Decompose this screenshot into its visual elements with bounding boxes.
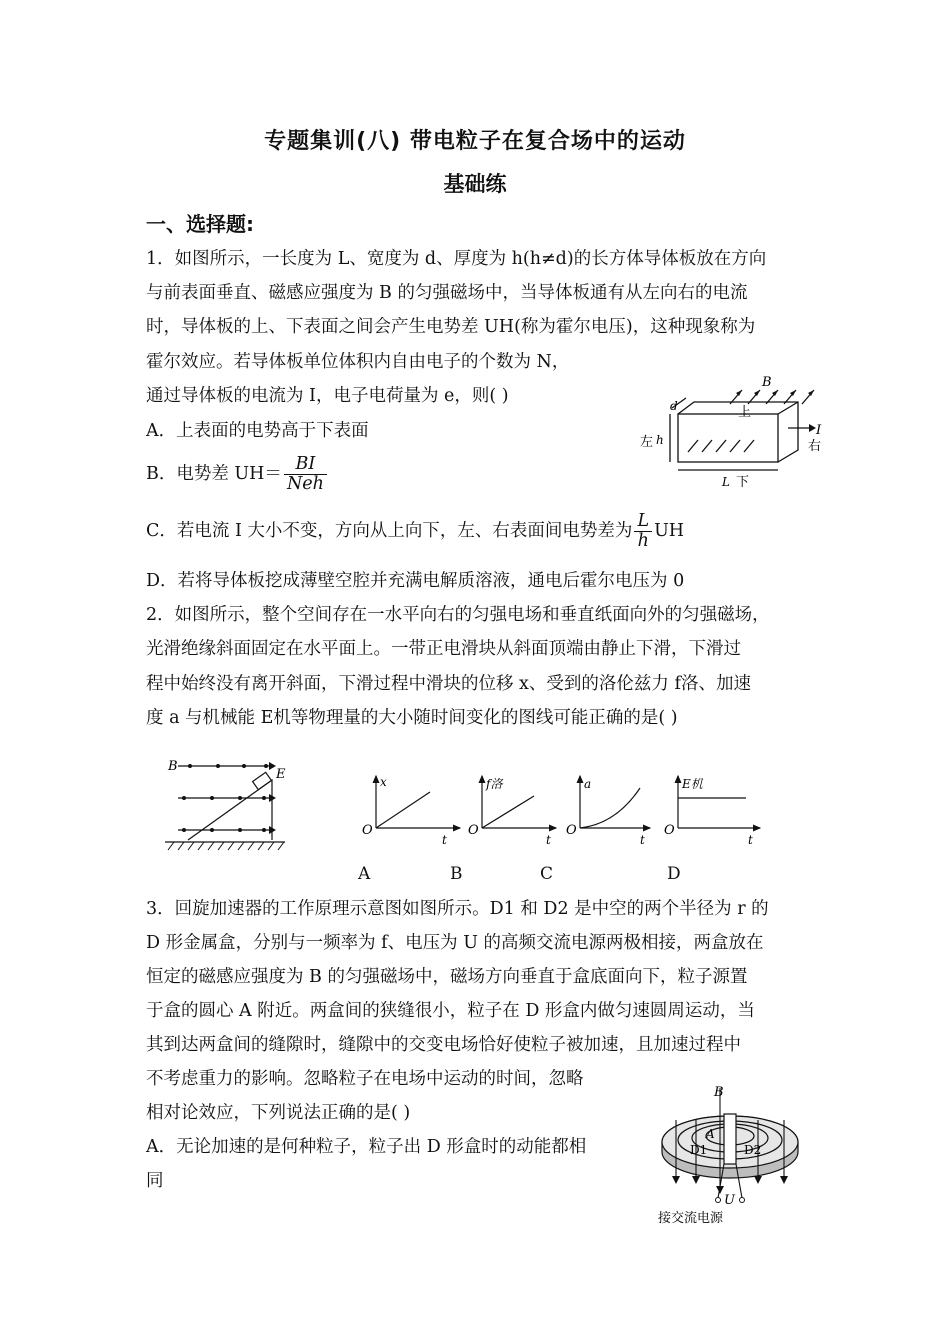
q1-line-4: 霍尔效应。若导体板单位体积内自由电子的个数为 N， [146,352,570,372]
graph-c-curve [580,788,640,828]
q3-line-6: 不考虑重力的影响。忽略粒子在电场中运动的时间，忽略 [146,1069,584,1089]
graph-b-curve [482,796,534,828]
fraction-denominator: h [637,531,649,551]
cyclotron-label-d1: D1 [690,1143,708,1157]
graph-b-option: B [450,864,463,884]
q2-graphs [350,770,770,850]
graph-a-xlabel: t [442,833,447,847]
graph-a-ylabel: x [380,775,387,789]
graph-c-ylabel: a [584,777,592,791]
hall-label-right: 右 [808,439,822,454]
cyclotron-figure [650,1080,810,1230]
hall-effect-figure [630,372,830,492]
q1-line-1: 1．如图所示，一长度为 L、宽度为 d、厚度为 h(h≠d)的长方体导体板放在方向 [146,249,767,269]
q1-line-5: 通过导体板的电流为 I，电子电荷量为 e，则( ) [146,386,509,406]
hall-label-i: I [816,423,822,438]
graph-b [468,776,556,847]
q3-line-7: 相对论效应，下列说法正确的是( ) [146,1103,411,1123]
cyclotron-label-d2: D2 [744,1143,762,1157]
graph-d-origin: O [664,823,675,838]
page-title: 专题集训(八) 带电粒子在复合场中的运动 [264,129,686,154]
graph-c-origin: O [566,823,577,838]
cyclotron-label-a: A [706,1127,715,1141]
graph-d-ylabel: E机 [682,777,703,791]
graph-b-origin: O [468,823,479,838]
q1-option-c-suffix: UH [654,521,685,541]
graph-a-origin: O [362,823,373,838]
incline-label-b: B [168,759,178,774]
q1-option-b-prefix: B．电势差 UH＝ [146,464,282,484]
hall-label-bottom: 下 [736,475,750,490]
graph-d [664,776,760,847]
q1-line-3: 时，导体板的上、下表面之间会产生电势差 UH(称为霍尔电压)，这种现象称为 [146,317,756,337]
q1-option-c-prefix: C．若电流 I 大小不变，方向从上向下，左、右表面间电势差为 [146,521,633,541]
graph-b-xlabel: t [546,833,551,847]
hall-label-d: d [670,399,678,413]
q1-option-a: A．上表面的电势高于下表面 [146,421,369,441]
graph-c [566,776,650,847]
graph-a-option: A [358,864,371,884]
fraction-denominator: Neh [286,474,324,494]
q3-line-1: 3．回旋加速器的工作原理示意图如图所示。D1 和 D2 是中空的两个半径为 r 的 [146,899,769,919]
q2-line-2: 光滑绝缘斜面固定在水平面上。一带正电滑块从斜面顶端由静止下滑，下滑过 [146,639,741,659]
q1-option-c [146,512,684,551]
q3-line-2: D 形金属盒，分别与一频率为 f、电压为 U 的高频交流电源两极相接，两盒放在 [146,933,764,953]
q3-option-a-continued: 同 [146,1171,164,1191]
hall-label-h: h [656,433,664,447]
graph-d-option: D [667,864,681,884]
fraction-numerator: BI [284,455,327,475]
page-subtitle: 基础练 [443,172,507,196]
q1-option-d: D．若将导体板挖成薄壁空腔并充满电解质溶液，通电后霍尔电压为 0 [146,571,685,591]
hall-label-l: L [722,475,730,489]
section-heading: 一、选择题: [146,212,254,236]
q3-option-a: A．无论加速的是何种粒子，粒子出 D 形盒时的动能都相 [146,1137,587,1157]
graph-a [362,775,460,847]
graph-b-ylabel: f洛 [486,777,503,791]
q3-line-5: 其到达两盒间的缝隙时，缝隙中的交变电场恰好使粒子被加速，且加速过程中 [146,1035,741,1055]
incline-label-e: E [276,767,286,782]
q3-line-3: 恒定的磁感应强度为 B 的匀强磁场中，磁场方向垂直于盒底面向下，粒子源置 [146,967,748,987]
graph-c-option: C [540,864,554,884]
q1-option-b-fraction [284,455,327,494]
cyclotron-caption: 接交流电源 [658,1211,724,1226]
q2-line-4: 度 a 与机械能 E机等物理量的大小随时间变化的图线可能正确的是( ) [146,708,678,728]
q1-option-b [146,455,329,494]
hall-label-top: 上 [738,405,752,420]
graph-d-xlabel: t [748,833,753,847]
incline-field-figure [160,756,290,856]
graph-c-xlabel: t [640,833,645,847]
graph-a-curve [376,792,430,828]
q1-option-c-fraction [634,512,652,551]
q1-line-2: 与前表面垂直、磁感应强度为 B 的匀强磁场中，当导体板通有从左向右的电流 [146,283,748,303]
cyclotron-label-u: U [724,1193,735,1208]
q2-line-1: 2．如图所示，整个空间存在一水平向右的匀强电场和垂直纸面向外的匀强磁场， [146,605,770,625]
cyclotron-label-b: B [714,1085,724,1100]
q3-line-4: 于盒的圆心 A 附近。两盒间的狭缝很小，粒子在 D 形盒内做匀速圆周运动，当 [146,1001,755,1021]
q2-line-3: 程中始终没有离开斜面，下滑过程中滑块的位移 x、受到的洛伦兹力 f洛、加速 [146,674,751,694]
hall-label-b: B [762,375,772,390]
fraction-numerator: L [634,512,652,532]
hall-label-left: 左 [640,435,654,450]
